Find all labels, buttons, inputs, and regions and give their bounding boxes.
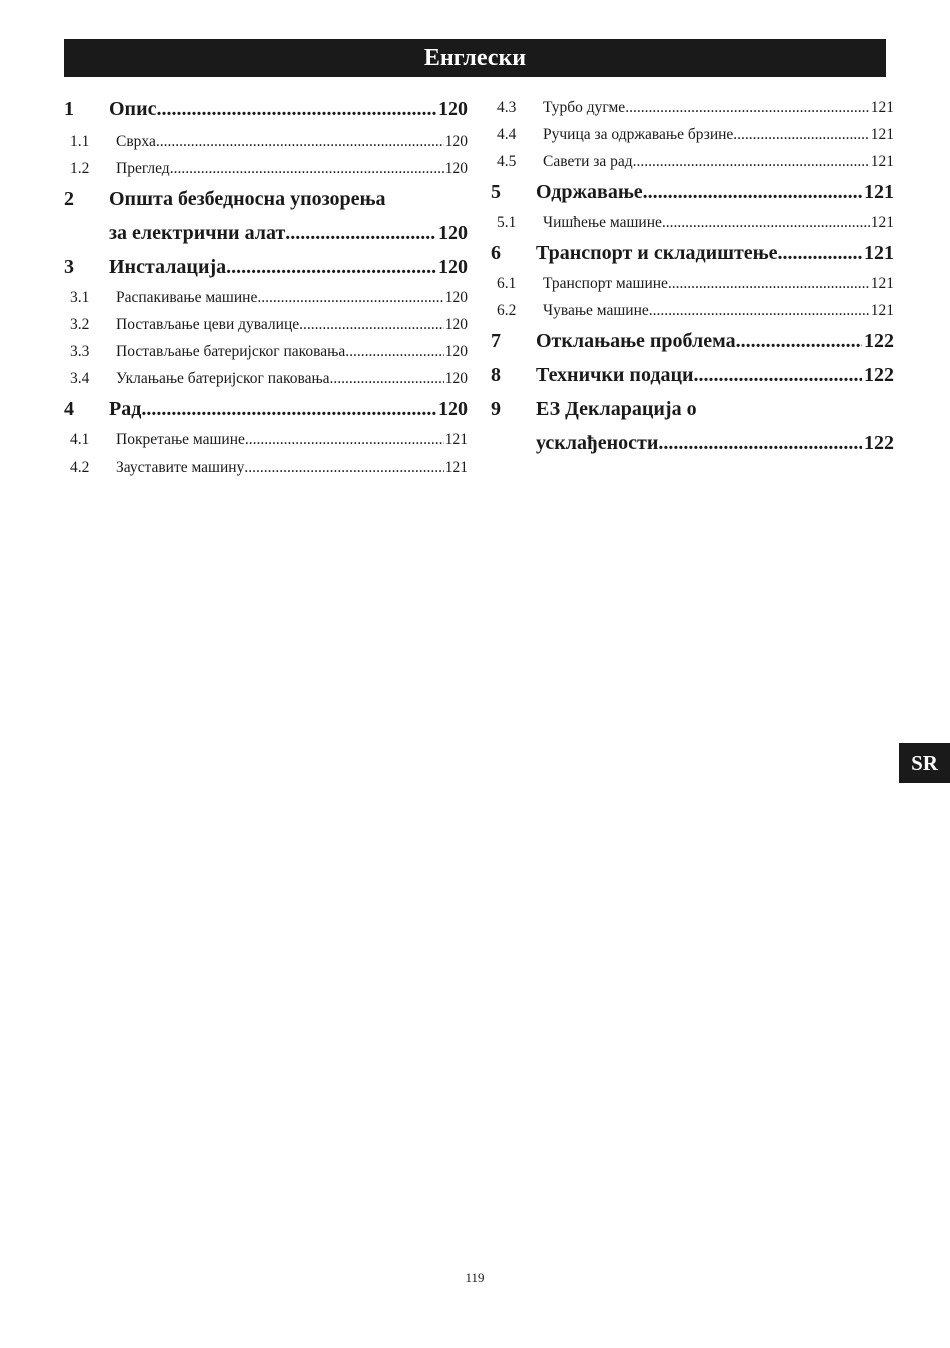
dot-leader <box>778 242 863 265</box>
toc-entry-label: Покретање машине <box>116 431 245 448</box>
toc-entry-9-line-2[interactable] <box>491 432 894 455</box>
toc-entry-number: 2 <box>64 188 74 210</box>
toc-entry-page: 122 <box>864 364 894 386</box>
toc-entry-page: 120 <box>444 316 468 333</box>
toc-entry-page: 120 <box>444 160 468 177</box>
toc-entry-label: Уклањање батеријског паковања <box>116 370 330 387</box>
toc-entry-label: Општа безбедносна упозорења <box>109 188 386 210</box>
toc-entry-page: 121 <box>870 302 894 319</box>
toc-entry-label: Чување машине <box>543 302 649 319</box>
toc-entry-1[interactable] <box>64 98 468 121</box>
toc-entry-2-line-2[interactable] <box>64 222 468 245</box>
toc-entry-label: Одржавање <box>536 181 643 203</box>
toc-entry-label: Ручица за одржавање брзине <box>543 126 734 143</box>
dot-leader <box>733 126 869 144</box>
section-title-bar <box>64 39 886 77</box>
toc-entry-page: 120 <box>444 370 468 387</box>
toc-entry-1-1[interactable] <box>64 133 468 151</box>
toc-entry-number: 6.2 <box>497 302 517 319</box>
toc-entry-number: 7 <box>491 330 501 352</box>
toc-entry-number: 3 <box>64 256 74 278</box>
toc-entry-page: 121 <box>870 99 894 116</box>
toc-entry-4-3[interactable] <box>491 99 894 117</box>
toc-entry-label: Зауставите машину <box>116 459 245 476</box>
toc-entry-3[interactable] <box>64 256 468 279</box>
dot-leader <box>257 289 443 307</box>
toc-entry-4-4[interactable] <box>491 126 894 144</box>
toc-entry-page: 121 <box>864 181 894 203</box>
toc-entry-9-line-1[interactable] <box>491 398 894 421</box>
dot-leader <box>643 181 862 204</box>
dot-leader <box>299 316 444 334</box>
toc-entry-page: 122 <box>864 330 894 352</box>
dot-leader <box>662 214 870 232</box>
toc-entry-page: 120 <box>444 133 468 150</box>
toc-entry-number: 3.3 <box>70 343 90 360</box>
language-code: SR <box>911 750 938 775</box>
toc-entry-page: 120 <box>438 398 468 420</box>
toc-entry-label: Сврха <box>116 133 156 150</box>
toc-entry-page: 121 <box>870 275 894 292</box>
toc-entry-label: Турбо дугме <box>543 99 626 116</box>
toc-entry-label: Опис <box>109 98 157 120</box>
dot-leader <box>156 133 444 151</box>
dot-leader <box>245 431 444 449</box>
toc-entry-number: 3.4 <box>70 370 90 387</box>
toc-entry-label: Чишћење машине <box>543 214 662 231</box>
dot-leader <box>226 256 436 279</box>
toc-entry-page: 122 <box>864 432 894 454</box>
toc-entry-page: 120 <box>444 289 468 306</box>
toc-entry-4-1[interactable] <box>64 431 468 449</box>
toc-entry-4[interactable] <box>64 398 468 421</box>
toc-entry-number: 4.4 <box>497 126 517 143</box>
toc-entry-page: 120 <box>438 222 468 244</box>
toc-entry-number: 3.1 <box>70 289 90 306</box>
toc-entry-page: 121 <box>444 459 468 476</box>
toc-entry-number: 4.1 <box>70 431 90 448</box>
toc-entry-number: 5 <box>491 181 501 203</box>
toc-entry-6-2[interactable] <box>491 302 894 320</box>
toc-entry-label: Рад <box>109 398 142 420</box>
toc-entry-label: Отклањање проблема <box>536 330 736 352</box>
toc-entry-page: 121 <box>870 214 894 231</box>
dot-leader <box>170 160 444 178</box>
page-number: 119 <box>465 1270 485 1285</box>
toc-entry-7[interactable] <box>491 330 894 353</box>
toc-entry-label: Транспорт машине <box>543 275 668 292</box>
toc-entry-2-line-1[interactable] <box>64 188 468 211</box>
toc-entry-number: 6 <box>491 242 501 264</box>
toc-entry-label: Постављање батеријског паковања <box>116 343 346 360</box>
toc-entry-3-1[interactable] <box>64 289 468 307</box>
toc-entry-page: 120 <box>438 98 468 120</box>
toc-entry-number: 1 <box>64 98 74 120</box>
toc-entry-label: Технички подаци <box>536 364 694 386</box>
dot-leader <box>625 99 870 117</box>
dot-leader <box>736 330 862 353</box>
toc-entry-label: усклађености <box>536 432 659 454</box>
toc-entry-number: 8 <box>491 364 501 386</box>
toc-entry-label: за електрични алат <box>109 222 286 244</box>
toc-entry-6[interactable] <box>491 242 894 265</box>
toc-entry-label: Транспорт и складиштење <box>536 242 778 264</box>
page-title: Енглески <box>423 44 527 71</box>
toc-entry-3-4[interactable] <box>64 370 468 388</box>
toc-entry-label: Преглед <box>116 160 170 177</box>
toc-entry-page: 120 <box>444 343 468 360</box>
toc-entry-5-1[interactable] <box>491 214 894 232</box>
toc-entry-number: 4 <box>64 398 74 420</box>
toc-entry-number: 1.1 <box>70 133 90 150</box>
toc-entry-page: 121 <box>870 126 894 143</box>
toc-entry-number: 9 <box>491 398 501 420</box>
toc-entry-6-1[interactable] <box>491 275 894 293</box>
dot-leader <box>633 153 870 171</box>
toc-entry-3-3[interactable] <box>64 343 468 361</box>
toc-entry-page: 121 <box>444 431 468 448</box>
dot-leader <box>668 275 870 293</box>
toc-entry-5[interactable] <box>491 181 894 204</box>
toc-entry-number: 6.1 <box>497 275 517 292</box>
toc-entry-number: 1.2 <box>70 160 90 177</box>
toc-entry-label: Постављање цеви дувалице <box>116 316 300 333</box>
toc-entry-number: 4.3 <box>497 99 517 116</box>
toc-entry-number: 5.1 <box>497 214 517 231</box>
dot-leader <box>345 343 444 361</box>
dot-leader <box>141 398 436 421</box>
toc-entry-label: Савети за рад <box>543 153 633 170</box>
toc-entry-3-2[interactable] <box>64 316 468 334</box>
dot-leader <box>285 222 436 245</box>
toc-entry-1-2[interactable] <box>64 160 468 178</box>
dot-leader <box>330 370 444 388</box>
toc-entry-8[interactable] <box>491 364 894 387</box>
dot-leader <box>244 459 443 477</box>
toc-entry-4-2[interactable] <box>64 459 468 477</box>
toc-entry-number: 4.5 <box>497 153 517 170</box>
toc-entry-label: Инсталација <box>109 256 227 278</box>
toc-entry-page: 121 <box>870 153 894 170</box>
dot-leader <box>694 364 862 387</box>
toc-entry-4-5[interactable] <box>491 153 894 171</box>
toc-entry-label: ЕЗ Декларација о <box>536 398 697 420</box>
dot-leader <box>156 98 436 121</box>
toc-entry-label: Распакивање машине <box>116 289 258 306</box>
dot-leader <box>649 302 870 320</box>
toc-entry-page: 121 <box>864 242 894 264</box>
toc-entry-number: 3.2 <box>70 316 90 333</box>
toc-entry-number: 4.2 <box>70 459 90 476</box>
dot-leader <box>658 432 862 455</box>
language-tab <box>899 743 950 783</box>
toc-entry-page: 120 <box>438 256 468 278</box>
